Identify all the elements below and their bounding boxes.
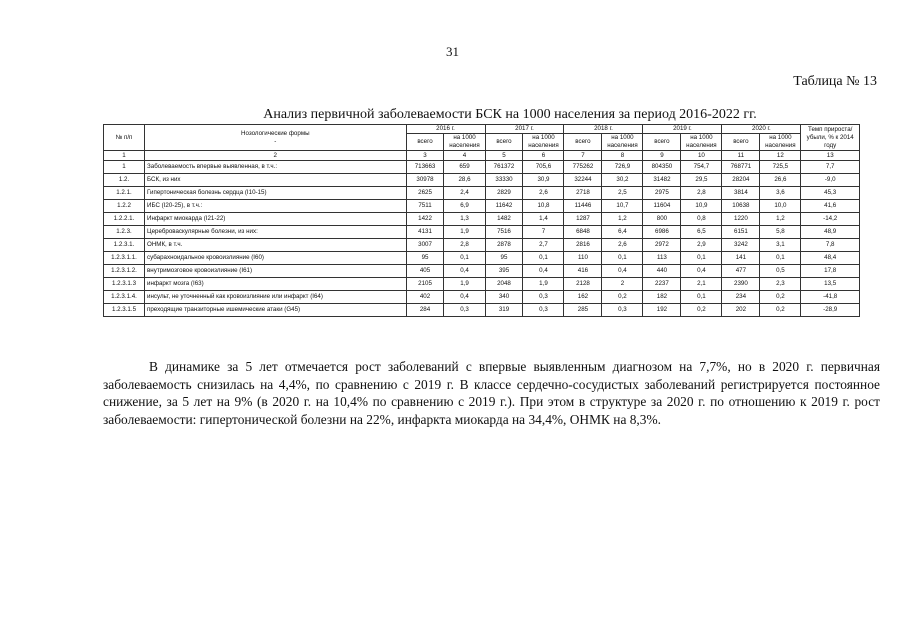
row-value: 2105 <box>406 278 444 291</box>
row-value: -9,0 <box>801 174 860 187</box>
row-value: 725,5 <box>760 161 801 174</box>
row-name: Заболеваемость впервые выявленная, в т.ч.: <box>145 161 407 174</box>
row-name: Цереброваскулярные болезни, из них: <box>145 226 407 239</box>
row-value: 754,7 <box>681 161 722 174</box>
row-value: 0,4 <box>523 265 564 278</box>
column-number: 3 <box>406 151 444 161</box>
row-value: 3,6 <box>760 187 801 200</box>
row-name: инфаркт мозга (I63) <box>145 278 407 291</box>
row-value: 284 <box>406 304 444 317</box>
row-value: 95 <box>485 252 523 265</box>
header-name-extra: - <box>274 137 277 145</box>
table-row <box>104 187 860 200</box>
header-per-1000: на 1000 населения <box>602 134 643 151</box>
header-growth: Темп прироста/ убыли, % к 2014 году <box>801 125 860 151</box>
row-value: 2,5 <box>602 187 643 200</box>
row-value: 28,6 <box>444 174 485 187</box>
row-value: 0,1 <box>602 252 643 265</box>
row-value: 110 <box>564 252 602 265</box>
row-value: 202 <box>722 304 760 317</box>
column-number: 1 <box>104 151 145 161</box>
row-value: 2972 <box>643 239 681 252</box>
column-number: 9 <box>643 151 681 161</box>
row-value: 800 <box>643 213 681 226</box>
row-value: 11642 <box>485 200 523 213</box>
row-value: 0,1 <box>760 252 801 265</box>
row-value: 95 <box>406 252 444 265</box>
row-name: внутримозговое кровоизлияние (I61) <box>145 265 407 278</box>
table-title: Анализ первичной заболеваемости БСК на 1000 населения за период 2016-2022 гг. <box>263 107 757 122</box>
row-value: 804350 <box>643 161 681 174</box>
row-value: -14,2 <box>801 213 860 226</box>
header-name-text: Нозологические формы <box>241 129 310 137</box>
table-row <box>104 226 860 239</box>
row-name: ИБС (I20-25), в т.ч.: <box>145 200 407 213</box>
row-value: 3007 <box>406 239 444 252</box>
row-value: 33330 <box>485 174 523 187</box>
row-value: 2,6 <box>602 239 643 252</box>
row-value: 29,5 <box>681 174 722 187</box>
row-name: БСК, из них <box>145 174 407 187</box>
row-value: -28,9 <box>801 304 860 317</box>
table-row <box>104 161 860 174</box>
row-value: 6,4 <box>602 226 643 239</box>
table-row <box>104 252 860 265</box>
table-row <box>104 278 860 291</box>
column-number: 8 <box>602 151 643 161</box>
row-number: 1 <box>104 161 145 174</box>
row-number: 1.2.3.1.1. <box>104 252 145 265</box>
column-numbers-row <box>104 151 860 161</box>
row-value: 3,1 <box>760 239 801 252</box>
row-value: 10,0 <box>760 200 801 213</box>
row-value: 285 <box>564 304 602 317</box>
row-value: 2,8 <box>681 187 722 200</box>
row-value: 31482 <box>643 174 681 187</box>
row-number: 1.2.1. <box>104 187 145 200</box>
row-value: 0,4 <box>444 291 485 304</box>
row-value: 416 <box>564 265 602 278</box>
row-value: 705,6 <box>523 161 564 174</box>
row-number: 1.2.2 <box>104 200 145 213</box>
row-value: 1,9 <box>444 278 485 291</box>
row-value: 1422 <box>406 213 444 226</box>
row-value: 713663 <box>406 161 444 174</box>
row-value: 0,3 <box>602 304 643 317</box>
row-value: 2816 <box>564 239 602 252</box>
row-value: 0,1 <box>681 291 722 304</box>
row-value: 2048 <box>485 278 523 291</box>
header-name <box>145 125 407 151</box>
row-value: 0,5 <box>760 265 801 278</box>
row-value: 1,2 <box>602 213 643 226</box>
row-value: -41,8 <box>801 291 860 304</box>
row-value: 7516 <box>485 226 523 239</box>
row-value: 2,7 <box>523 239 564 252</box>
row-value: 0,3 <box>523 291 564 304</box>
row-value: 7,8 <box>801 239 860 252</box>
row-value: 6,9 <box>444 200 485 213</box>
row-value: 6848 <box>564 226 602 239</box>
header-no: № п/п <box>104 125 145 151</box>
row-value: 113 <box>643 252 681 265</box>
row-value: 0,1 <box>444 252 485 265</box>
row-value: 0,2 <box>760 304 801 317</box>
row-value: 768771 <box>722 161 760 174</box>
row-value: 141 <box>722 252 760 265</box>
row-value: 2,9 <box>681 239 722 252</box>
row-value: 41,6 <box>801 200 860 213</box>
row-value: 2718 <box>564 187 602 200</box>
header-total: всего <box>643 134 681 151</box>
row-value: 1,9 <box>523 278 564 291</box>
row-value: 340 <box>485 291 523 304</box>
header-total: всего <box>485 134 523 151</box>
analysis-paragraph: В динамике за 5 лет отмечается рост заболеваний с впервые выявленным диагнозом на 7,7%, но в 2020 г. первичная заболеваемость снизилась на 4,4%, по сравнению с 2019 г. В классе сердечно-сосудистых заболеваний регистрируется постоянное снижение, за 5 лет на 9% (в 2020 г. на 10,4% по сравнению с 2019 г.). При этом в структуре за 2020 г. по отношению к 2019 г. рост заболеваемости: гипертонической болезни на 22%, инфаркта миокарда на 34,4%, ОНМК на 8,3%. <box>103 359 880 427</box>
row-value: 440 <box>643 265 681 278</box>
morbidity-table <box>103 124 860 317</box>
header-per-1000: на 1000 населения <box>444 134 485 151</box>
row-value: 3242 <box>722 239 760 252</box>
column-number: 12 <box>760 151 801 161</box>
table-row <box>104 213 860 226</box>
row-value: 775262 <box>564 161 602 174</box>
column-number: 4 <box>444 151 485 161</box>
row-value: 0,2 <box>760 291 801 304</box>
row-value: 2,3 <box>760 278 801 291</box>
row-value: 45,3 <box>801 187 860 200</box>
header-year-2020: 2020 г. <box>722 125 801 134</box>
row-value: 10638 <box>722 200 760 213</box>
table-row <box>104 174 860 187</box>
row-value: 10,7 <box>602 200 643 213</box>
row-value: 0,4 <box>444 265 485 278</box>
row-value: 2625 <box>406 187 444 200</box>
row-value: 5,8 <box>760 226 801 239</box>
row-value: 0,1 <box>681 252 722 265</box>
header-year-2016: 2016 г. <box>406 125 485 134</box>
row-value: 2237 <box>643 278 681 291</box>
row-value: 477 <box>722 265 760 278</box>
column-number: 13 <box>801 151 860 161</box>
table-row <box>104 200 860 213</box>
row-value: 3814 <box>722 187 760 200</box>
row-value: 0,4 <box>681 265 722 278</box>
row-value: 11604 <box>643 200 681 213</box>
table-row <box>104 239 860 252</box>
row-value: 761372 <box>485 161 523 174</box>
row-name: Гипертоническая болезнь сердца (I10-15) <box>145 187 407 200</box>
row-value: 659 <box>444 161 485 174</box>
morbidity-table-wrapper <box>103 124 860 317</box>
row-value: 2390 <box>722 278 760 291</box>
row-value: 726,9 <box>602 161 643 174</box>
row-value: 0,4 <box>602 265 643 278</box>
row-number: 1.2.3.1. <box>104 239 145 252</box>
row-value: 405 <box>406 265 444 278</box>
row-number: 1.2.2.1. <box>104 213 145 226</box>
header-year-2019: 2019 г. <box>643 125 722 134</box>
row-value: 1220 <box>722 213 760 226</box>
row-value: 1,4 <box>523 213 564 226</box>
column-number: 5 <box>485 151 523 161</box>
row-value: 26,6 <box>760 174 801 187</box>
header-per-1000: на 1000 населения <box>523 134 564 151</box>
row-value: 1,2 <box>760 213 801 226</box>
row-value: 48,9 <box>801 226 860 239</box>
header-total: всего <box>722 134 760 151</box>
row-number: 1.2.3. <box>104 226 145 239</box>
row-value: 7 <box>523 226 564 239</box>
column-number: 10 <box>681 151 722 161</box>
column-number: 7 <box>564 151 602 161</box>
row-name: ОНМК, в т.ч. <box>145 239 407 252</box>
row-value: 2,1 <box>681 278 722 291</box>
row-number: 1.2.3.1.3 <box>104 278 145 291</box>
row-value: 2975 <box>643 187 681 200</box>
row-value: 10,9 <box>681 200 722 213</box>
row-value: 182 <box>643 291 681 304</box>
row-value: 2 <box>602 278 643 291</box>
row-value: 1482 <box>485 213 523 226</box>
row-value: 0,2 <box>681 304 722 317</box>
row-value: 395 <box>485 265 523 278</box>
row-value: 13,5 <box>801 278 860 291</box>
row-value: 1,3 <box>444 213 485 226</box>
header-total: всего <box>406 134 444 151</box>
row-name: субарахноидальное кровоизлияние (I60) <box>145 252 407 265</box>
row-value: 30,9 <box>523 174 564 187</box>
table-row <box>104 291 860 304</box>
table-body <box>104 161 860 317</box>
row-value: 7,7 <box>801 161 860 174</box>
row-value: 192 <box>643 304 681 317</box>
row-number: 1.2.3.1.5 <box>104 304 145 317</box>
row-value: 402 <box>406 291 444 304</box>
row-number: 1.2.3.1.2. <box>104 265 145 278</box>
row-value: 7511 <box>406 200 444 213</box>
row-value: 48,4 <box>801 252 860 265</box>
header-per-1000: на 1000 населения <box>681 134 722 151</box>
row-value: 1,9 <box>444 226 485 239</box>
table-label: Таблица № 13 <box>793 74 877 89</box>
row-value: 4131 <box>406 226 444 239</box>
row-value: 6,5 <box>681 226 722 239</box>
row-value: 2829 <box>485 187 523 200</box>
row-value: 28204 <box>722 174 760 187</box>
row-name: инсульт, не уточненный как кровоизлияние или инфаркт (I64) <box>145 291 407 304</box>
row-value: 2,6 <box>523 187 564 200</box>
row-name: преходящие транзиторные ишемические атаки (G45) <box>145 304 407 317</box>
table-row <box>104 304 860 317</box>
column-number: 11 <box>722 151 760 161</box>
row-value: 32244 <box>564 174 602 187</box>
header-year-2018: 2018 г. <box>564 125 643 134</box>
row-value: 2128 <box>564 278 602 291</box>
row-value: 6151 <box>722 226 760 239</box>
header-per-1000: на 1000 населения <box>760 134 801 151</box>
row-name: Инфаркт миокарда (I21-22) <box>145 213 407 226</box>
page-number: 31 <box>446 44 459 59</box>
row-value: 1287 <box>564 213 602 226</box>
row-value: 0,8 <box>681 213 722 226</box>
column-number: 2 <box>145 151 407 161</box>
column-number: 6 <box>523 151 564 161</box>
row-value: 10,8 <box>523 200 564 213</box>
row-value: 6986 <box>643 226 681 239</box>
row-value: 2,8 <box>444 239 485 252</box>
row-value: 11446 <box>564 200 602 213</box>
row-value: 319 <box>485 304 523 317</box>
row-value: 162 <box>564 291 602 304</box>
row-number: 1.2.3.1.4. <box>104 291 145 304</box>
row-value: 0,2 <box>602 291 643 304</box>
row-value: 234 <box>722 291 760 304</box>
row-value: 2878 <box>485 239 523 252</box>
table-row <box>104 265 860 278</box>
row-number: 1.2. <box>104 174 145 187</box>
row-value: 30978 <box>406 174 444 187</box>
row-value: 0,3 <box>444 304 485 317</box>
header-total: всего <box>564 134 602 151</box>
row-value: 0,3 <box>523 304 564 317</box>
row-value: 17,8 <box>801 265 860 278</box>
row-value: 2,4 <box>444 187 485 200</box>
header-year-2017: 2017 г. <box>485 125 564 134</box>
row-value: 30,2 <box>602 174 643 187</box>
row-value: 0,1 <box>523 252 564 265</box>
